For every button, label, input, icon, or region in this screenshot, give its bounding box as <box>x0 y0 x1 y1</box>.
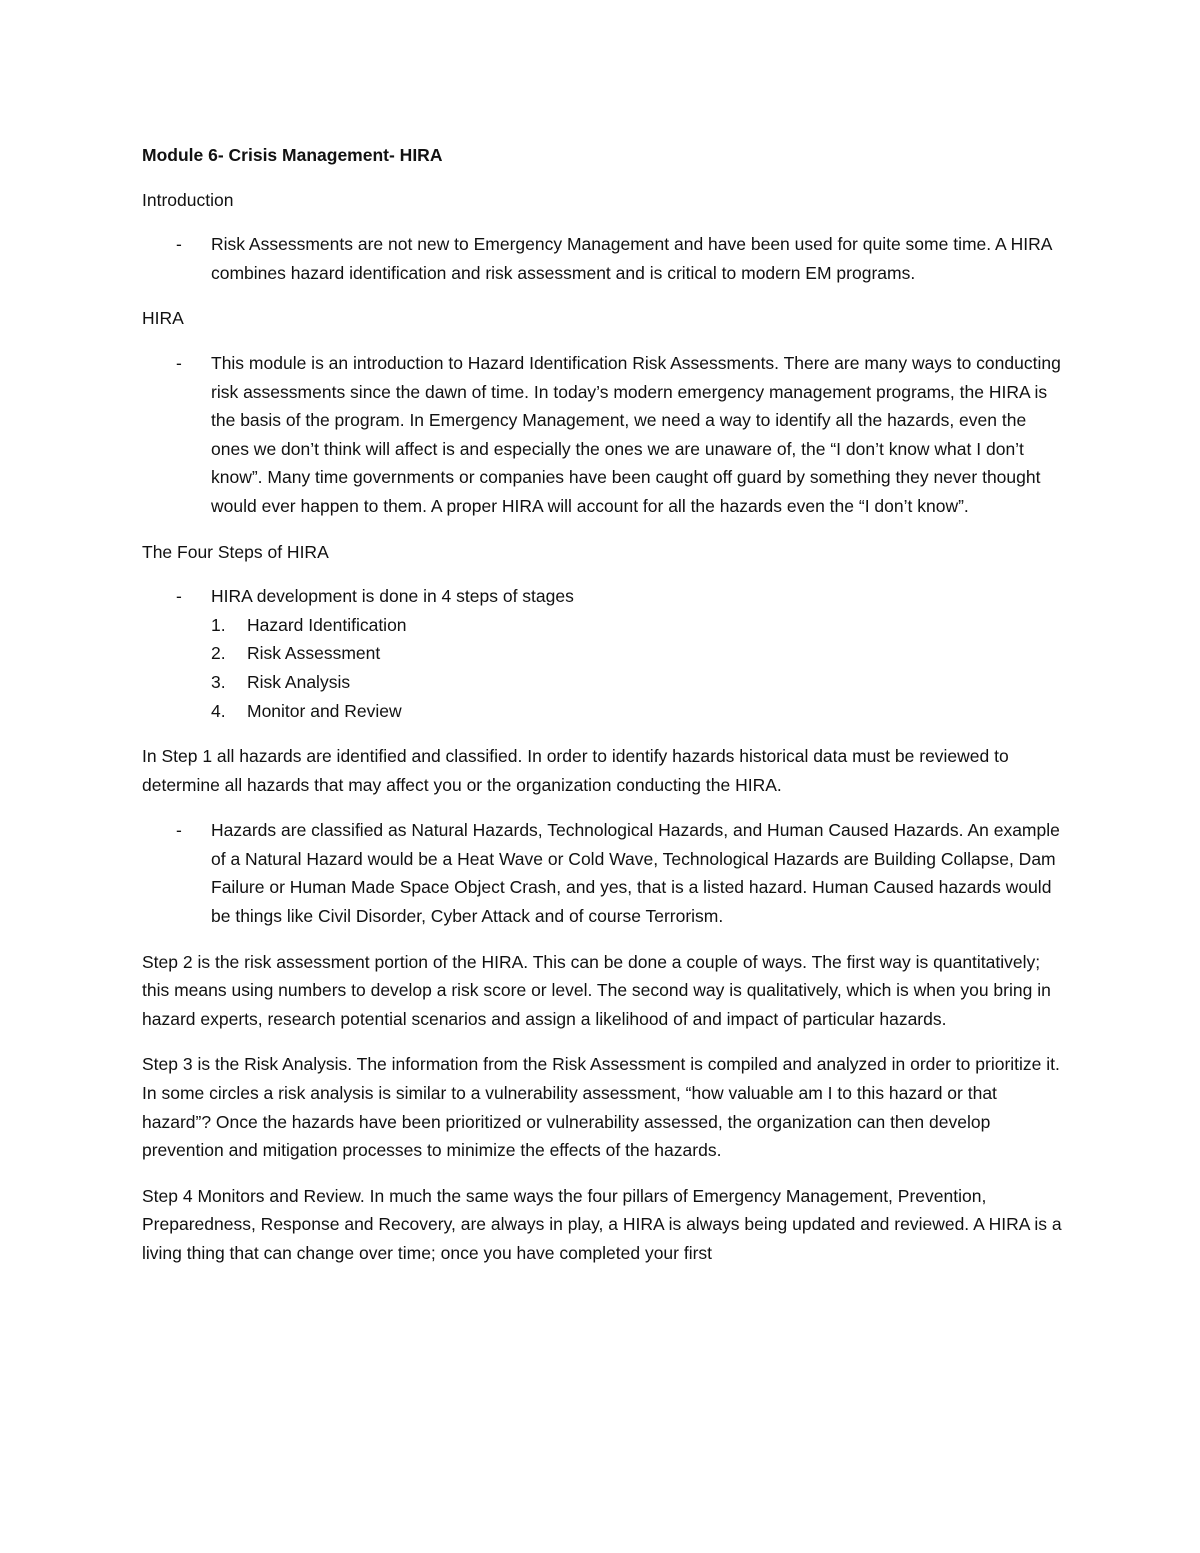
step-item <box>142 697 1062 726</box>
hira-list <box>142 349 1062 521</box>
dash-bullet: - <box>176 586 182 607</box>
step-label: Hazard Identification <box>247 614 407 635</box>
paragraph-step1: In Step 1 all hazards are identified and classified. In order to identify hazards historical data must be reviewed to determine all hazards that may affect you or the organization conducting the HIRA. <box>142 746 1009 795</box>
step-item <box>142 668 1062 697</box>
heading-hira: HIRA <box>142 308 184 329</box>
step-label: Risk Analysis <box>247 671 351 692</box>
step-label: Risk Assessment <box>247 643 381 664</box>
document-title: Module 6- Crisis Management- HIRA <box>142 145 443 165</box>
step-number: 2. <box>211 643 226 664</box>
bullet-text: HIRA development is done in 4 steps of stages <box>211 586 574 607</box>
dash-bullet: - <box>176 234 182 255</box>
introduction-list <box>142 230 1062 287</box>
dash-bullet: - <box>176 352 182 373</box>
paragraph-step2: Step 2 is the risk assessment portion of the HIRA. This can be done a couple of ways. The first way is quantitatively; this means using numbers to develop a risk score or level. The second way is qualitatively, which is when you bring in hazard experts, research potential scenarios and assign a likelihood of and impact of particular hazards. <box>142 951 1051 1029</box>
paragraph-step3: Step 3 is the Risk Analysis. The information from the Risk Assessment is compiled and analyzed in order to prioritize it. In some circles a risk analysis is similar to a vulnerability assessment, “how valuable am I to this hazard or that hazard”? Once the hazards have been prioritized or vulnerability assessed, the organization can then develop prevention and mitigation processes to minimize the effects of the hazards. <box>142 1054 1060 1161</box>
list-item <box>142 816 1062 930</box>
document-page <box>142 141 1062 1285</box>
list-item <box>142 349 1062 521</box>
bullet-text: This module is an introduction to Hazard Identification Risk Assessments. There are many ways to conducting risk assessments since the dawn of time. In today’s modern emergency management programs, the HIRA is the basis of the program. In Emergency Management, we need a way to identify all the hazards, even the ones we don’t think will affect is and especially the ones we are unaware of, the “I don’t know what I don’t know”. Many time governments or companies have been caught off guard by something they never thought would ever happen to them. A proper HIRA will account for all the hazards even the “I don’t know”. <box>211 352 1061 516</box>
paragraph-step4: Step 4 Monitors and Review. In much the same ways the four pillars of Emergency Management, Prevention, Preparedness, Response and Recovery, are always in play, a HIRA is always being updated and reviewed. A HIRA is a living thing that can change over time; once you have completed your first <box>142 1185 1062 1263</box>
heading-introduction: Introduction <box>142 189 234 210</box>
list-item <box>142 582 1062 611</box>
step-number: 1. <box>211 614 226 635</box>
bullet-text: Risk Assessments are not new to Emergency Management and have been used for quite some time. A HIRA combines hazard identification and risk assessment and is critical to modern EM programs. <box>211 234 1052 283</box>
step1-list <box>142 816 1062 930</box>
heading-four-steps: The Four Steps of HIRA <box>142 541 329 562</box>
bullet-text: Hazards are classified as Natural Hazards, Technological Hazards, and Human Caused Hazards. An example of a Natural Hazard would be a Heat Wave or Cold Wave, Technological Hazards are Building Collapse, Dam Failure or Human Made Space Object Crash, and yes, that is a listed hazard. Human Caused hazards would be things like Civil Disorder, Cyber Attack and of course Terrorism. <box>211 820 1060 927</box>
step-number: 3. <box>211 671 226 692</box>
step-item <box>142 639 1062 668</box>
dash-bullet: - <box>176 820 182 841</box>
step-label: Monitor and Review <box>247 700 402 721</box>
list-item <box>142 230 1062 287</box>
step-number: 4. <box>211 700 226 721</box>
step-item <box>142 611 1062 640</box>
steps-numbered-list <box>142 611 1062 725</box>
four-steps-list <box>142 582 1062 611</box>
